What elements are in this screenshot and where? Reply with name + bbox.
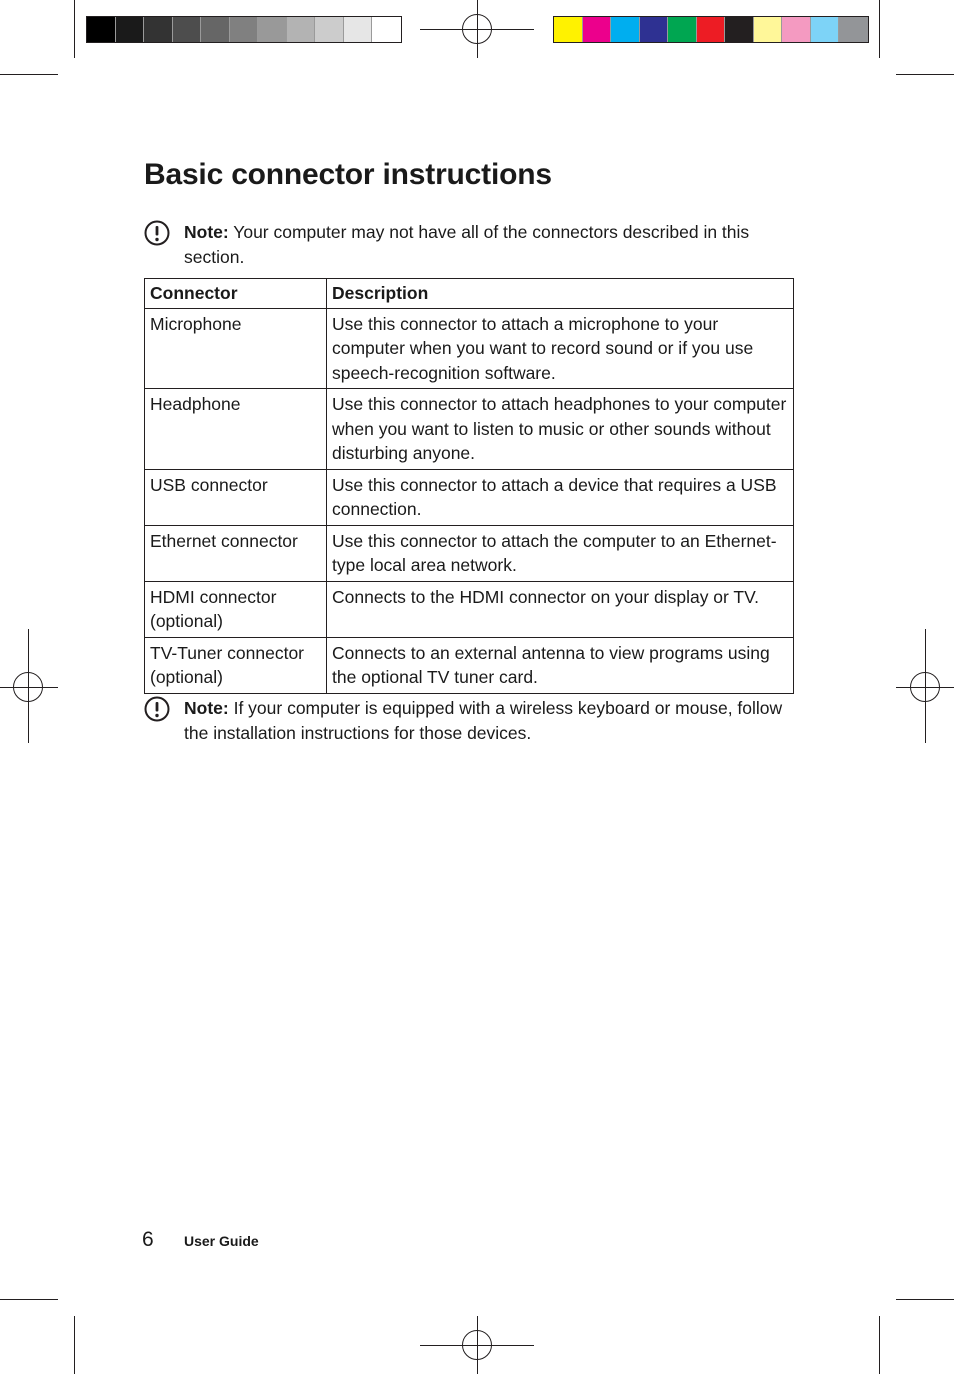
note-label: Note: [184, 222, 229, 242]
table-header-row [145, 279, 794, 309]
page-number: 6 [142, 1228, 154, 1251]
color-swatch [725, 17, 754, 42]
color-swatch [754, 17, 783, 42]
grayscale-bar [86, 16, 402, 43]
color-swatch [583, 17, 612, 42]
note-top [144, 220, 794, 270]
column-header-connector: Connector [145, 279, 327, 309]
color-swatch [839, 17, 868, 42]
exclamation-circle-icon [144, 220, 172, 248]
table-row [145, 525, 794, 581]
connector-cell: USB connector [145, 469, 327, 525]
crop-mark [0, 1299, 58, 1300]
note-text [184, 220, 794, 270]
crop-mark [879, 1316, 880, 1374]
registration-circle [13, 672, 43, 702]
color-swatch [287, 17, 316, 42]
table-row [145, 308, 794, 389]
table-row [145, 637, 794, 693]
color-swatch [811, 17, 840, 42]
color-swatch [258, 17, 287, 42]
exclamation-circle-icon [144, 696, 172, 724]
description-cell: Use this connector to attach a microphone to your computer when you want to record sound or if you use speech-recognition software. [327, 308, 794, 389]
crop-mark [0, 74, 58, 75]
description-cell: Use this connector to attach a device that requires a USB connection. [327, 469, 794, 525]
page-title: Basic connector instructions [144, 158, 552, 191]
registration-circle [462, 14, 492, 44]
color-swatch [372, 17, 401, 42]
color-swatch [782, 17, 811, 42]
color-swatch [697, 17, 726, 42]
color-swatch [201, 17, 230, 42]
color-swatch [87, 17, 116, 42]
description-cell: Connects to an external antenna to view programs using the optional TV tuner card. [327, 637, 794, 693]
connector-cell: Microphone [145, 308, 327, 389]
connector-cell: TV-Tuner connector (optional) [145, 637, 327, 693]
note-text [184, 696, 794, 746]
column-header-description: Description [327, 279, 794, 309]
color-swatch [315, 17, 344, 42]
description-cell: Use this connector to attach headphones to your computer when you want to listen to music or other sounds without disturbing anyone. [327, 389, 794, 470]
color-swatch [144, 17, 173, 42]
connector-table [144, 278, 794, 694]
color-swatch [554, 17, 583, 42]
description-cell: Use this connector to attach the computer to an Ethernet-type local area network. [327, 525, 794, 581]
registration-circle [910, 672, 940, 702]
connector-cell: HDMI connector (optional) [145, 581, 327, 637]
color-swatch [116, 17, 145, 42]
crop-mark [74, 1316, 75, 1374]
color-swatch [611, 17, 640, 42]
color-bar [553, 16, 869, 43]
crop-mark [896, 1299, 954, 1300]
crop-mark [879, 0, 880, 58]
color-swatch [640, 17, 669, 42]
connector-cell: Headphone [145, 389, 327, 470]
table-row [145, 581, 794, 637]
table-row [145, 389, 794, 470]
note-body: If your computer is equipped with a wireless keyboard or mouse, follow the installation instructions for those devices. [184, 698, 783, 743]
color-swatch [230, 17, 259, 42]
note-body: Your computer may not have all of the connectors described in this section. [184, 222, 750, 267]
description-cell: Connects to the HDMI connector on your display or TV. [327, 581, 794, 637]
color-swatch [173, 17, 202, 42]
note-bottom [144, 696, 794, 746]
registration-circle [462, 1330, 492, 1360]
crop-mark [74, 0, 75, 58]
crop-mark [896, 74, 954, 75]
table-row [145, 469, 794, 525]
footer-label: User Guide [184, 1233, 259, 1249]
note-label: Note: [184, 698, 229, 718]
color-swatch [668, 17, 697, 42]
color-swatch [344, 17, 373, 42]
connector-cell: Ethernet connector [145, 525, 327, 581]
